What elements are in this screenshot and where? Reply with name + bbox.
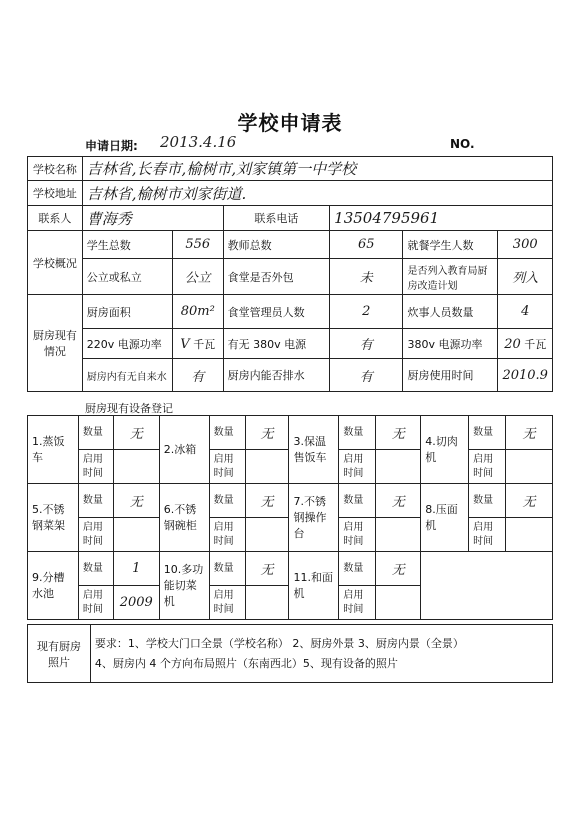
equipment-section-title: 厨房现有设备登记 [85, 402, 173, 415]
equipment-start-value: 2009 [113, 586, 159, 620]
managers-label: 食堂管理员人数 [223, 295, 330, 329]
diners-label: 就餐学生人数 [403, 231, 498, 259]
kitchen-label: 厨房现有情况 [28, 295, 83, 392]
page-title: 学校申请表 [237, 111, 343, 135]
photos-requirement-line1: 要求：1、学校大门口全景（学校名称） 2、厨房外景 3、厨房内景（全景） [94, 636, 464, 650]
equipment-start-label: 启用时间 [78, 518, 113, 552]
equipment-name: 3.保温售饭车 [289, 416, 339, 484]
equipment-qty-label: 数量 [78, 552, 113, 586]
school-name-value: 吉林省,长春市,榆树市,刘家镇第一中学校 [82, 157, 552, 181]
equipment-qty-value: 无 [376, 416, 421, 450]
equipment-start-value [376, 518, 421, 552]
teachers-value: 65 [330, 231, 403, 259]
overview-label: 学校概况 [28, 231, 83, 295]
equipment-start-value [506, 518, 553, 552]
has380-value: 有 [330, 329, 403, 359]
equipment-start-label: 启用时间 [78, 450, 113, 484]
area-label: 厨房面积 [82, 295, 172, 329]
drain-value: 有 [330, 359, 403, 392]
equipment-start-value [376, 450, 421, 484]
equipment-qty-label: 数量 [469, 416, 506, 450]
equipment-qty-label: 数量 [209, 484, 245, 518]
equipment-name: 10.多功能切菜机 [159, 552, 209, 620]
school-info-table [27, 156, 553, 392]
equipment-qty-label: 数量 [339, 552, 376, 586]
power380-value: 20 [504, 336, 521, 352]
staff-value: 4 [498, 295, 553, 329]
power220-label: 220v 电源功率 [82, 329, 172, 359]
equipment-table [27, 415, 553, 620]
equipment-qty-value: 无 [506, 416, 553, 450]
students-label: 学生总数 [82, 231, 172, 259]
teachers-label: 教师总数 [223, 231, 330, 259]
phone-label: 联系电话 [223, 206, 330, 231]
equipment-name: 9.分槽水池 [28, 552, 79, 620]
equipment-start-label: 启用时间 [209, 586, 245, 620]
school-name-label: 学校名称 [28, 157, 83, 181]
equipment-start-label: 启用时间 [469, 450, 506, 484]
date-label: 申请日期: [85, 139, 138, 153]
equipment-start-label: 启用时间 [339, 450, 376, 484]
date-value: 2013.4.16 [160, 133, 237, 151]
equipment-start-label: 启用时间 [339, 518, 376, 552]
equipment-empty-cell [421, 552, 553, 620]
equipment-qty-label: 数量 [78, 484, 113, 518]
equipment-name: 7.不锈钢操作台 [289, 484, 339, 552]
equipment-qty-label: 数量 [469, 484, 506, 518]
equipment-start-value [245, 518, 289, 552]
equipment-qty-value: 无 [376, 552, 421, 586]
staff-label: 炊事人员数量 [403, 295, 498, 329]
equipment-qty-value: 无 [113, 484, 159, 518]
managers-value: 2 [330, 295, 403, 329]
equipment-start-value [113, 450, 159, 484]
equipment-start-value [376, 586, 421, 620]
equipment-start-value [506, 450, 553, 484]
equipment-qty-label: 数量 [339, 484, 376, 518]
plan-label: 是否列入教育局厨房改造计划 [403, 259, 498, 295]
equipment-start-label: 启用时间 [469, 518, 506, 552]
equipment-start-label: 启用时间 [78, 586, 113, 620]
equipment-qty-value: 无 [113, 416, 159, 450]
equipment-start-value [245, 450, 289, 484]
equipment-name: 1.蒸饭车 [28, 416, 79, 484]
equipment-qty-value: 1 [113, 552, 159, 586]
equipment-name: 5.不锈钢菜架 [28, 484, 79, 552]
school-address-label: 学校地址 [28, 181, 83, 206]
equipment-name: 2.冰箱 [159, 416, 209, 484]
no-label: NO. [450, 137, 475, 151]
equipment-qty-value: 无 [245, 416, 289, 450]
power220-unit: 千瓦 [193, 337, 216, 351]
outsourced-label: 食堂是否外包 [223, 259, 330, 295]
equipment-qty-value: 无 [376, 484, 421, 518]
equipment-start-label: 启用时间 [209, 518, 245, 552]
public-value: 公立 [172, 259, 223, 295]
equipment-qty-value: 无 [245, 552, 289, 586]
equipment-name: 6.不锈钢碗柜 [159, 484, 209, 552]
outsourced-value: 未 [330, 259, 403, 295]
usetime-value: 2010.9 [498, 359, 553, 392]
equipment-name: 8.压面机 [421, 484, 469, 552]
plan-value: 列入 [498, 259, 553, 295]
power380-label: 380v 电源功率 [403, 329, 498, 359]
equipment-start-label: 启用时间 [209, 450, 245, 484]
contact-label: 联系人 [28, 206, 83, 231]
equipment-qty-value: 无 [245, 484, 289, 518]
students-value: 556 [172, 231, 223, 259]
equipment-qty-label: 数量 [209, 416, 245, 450]
equipment-qty-value: 无 [506, 484, 553, 518]
photos-requirement-line2: 4、厨房内 4 个方向布局照片（东南西北）5、现有设备的照片 [94, 656, 398, 670]
area-value: 80m² [172, 295, 223, 329]
water-label: 厨房内有无自来水 [82, 359, 172, 392]
power380-unit: 千瓦 [524, 337, 547, 351]
equipment-start-value [245, 586, 289, 620]
equipment-qty-label: 数量 [78, 416, 113, 450]
has380-label: 有无 380v 电源 [223, 329, 330, 359]
photos-label: 现有厨房照片 [28, 625, 91, 683]
drain-label: 厨房内能否排水 [223, 359, 330, 392]
power220-value: V [180, 336, 190, 352]
public-label: 公立或私立 [82, 259, 172, 295]
diners-value: 300 [498, 231, 553, 259]
contact-value: 曹海秀 [82, 206, 223, 231]
photos-table [27, 624, 553, 683]
equipment-start-value [113, 518, 159, 552]
usetime-label: 厨房使用时间 [403, 359, 498, 392]
equipment-qty-label: 数量 [339, 416, 376, 450]
equipment-name: 11.和面机 [289, 552, 339, 620]
phone-value: 13504795961 [330, 206, 553, 231]
school-address-value: 吉林省,榆树市刘家街道. [82, 181, 552, 206]
equipment-qty-label: 数量 [209, 552, 245, 586]
water-value: 有 [172, 359, 223, 392]
equipment-start-label: 启用时间 [339, 586, 376, 620]
equipment-name: 4.切肉机 [421, 416, 469, 484]
